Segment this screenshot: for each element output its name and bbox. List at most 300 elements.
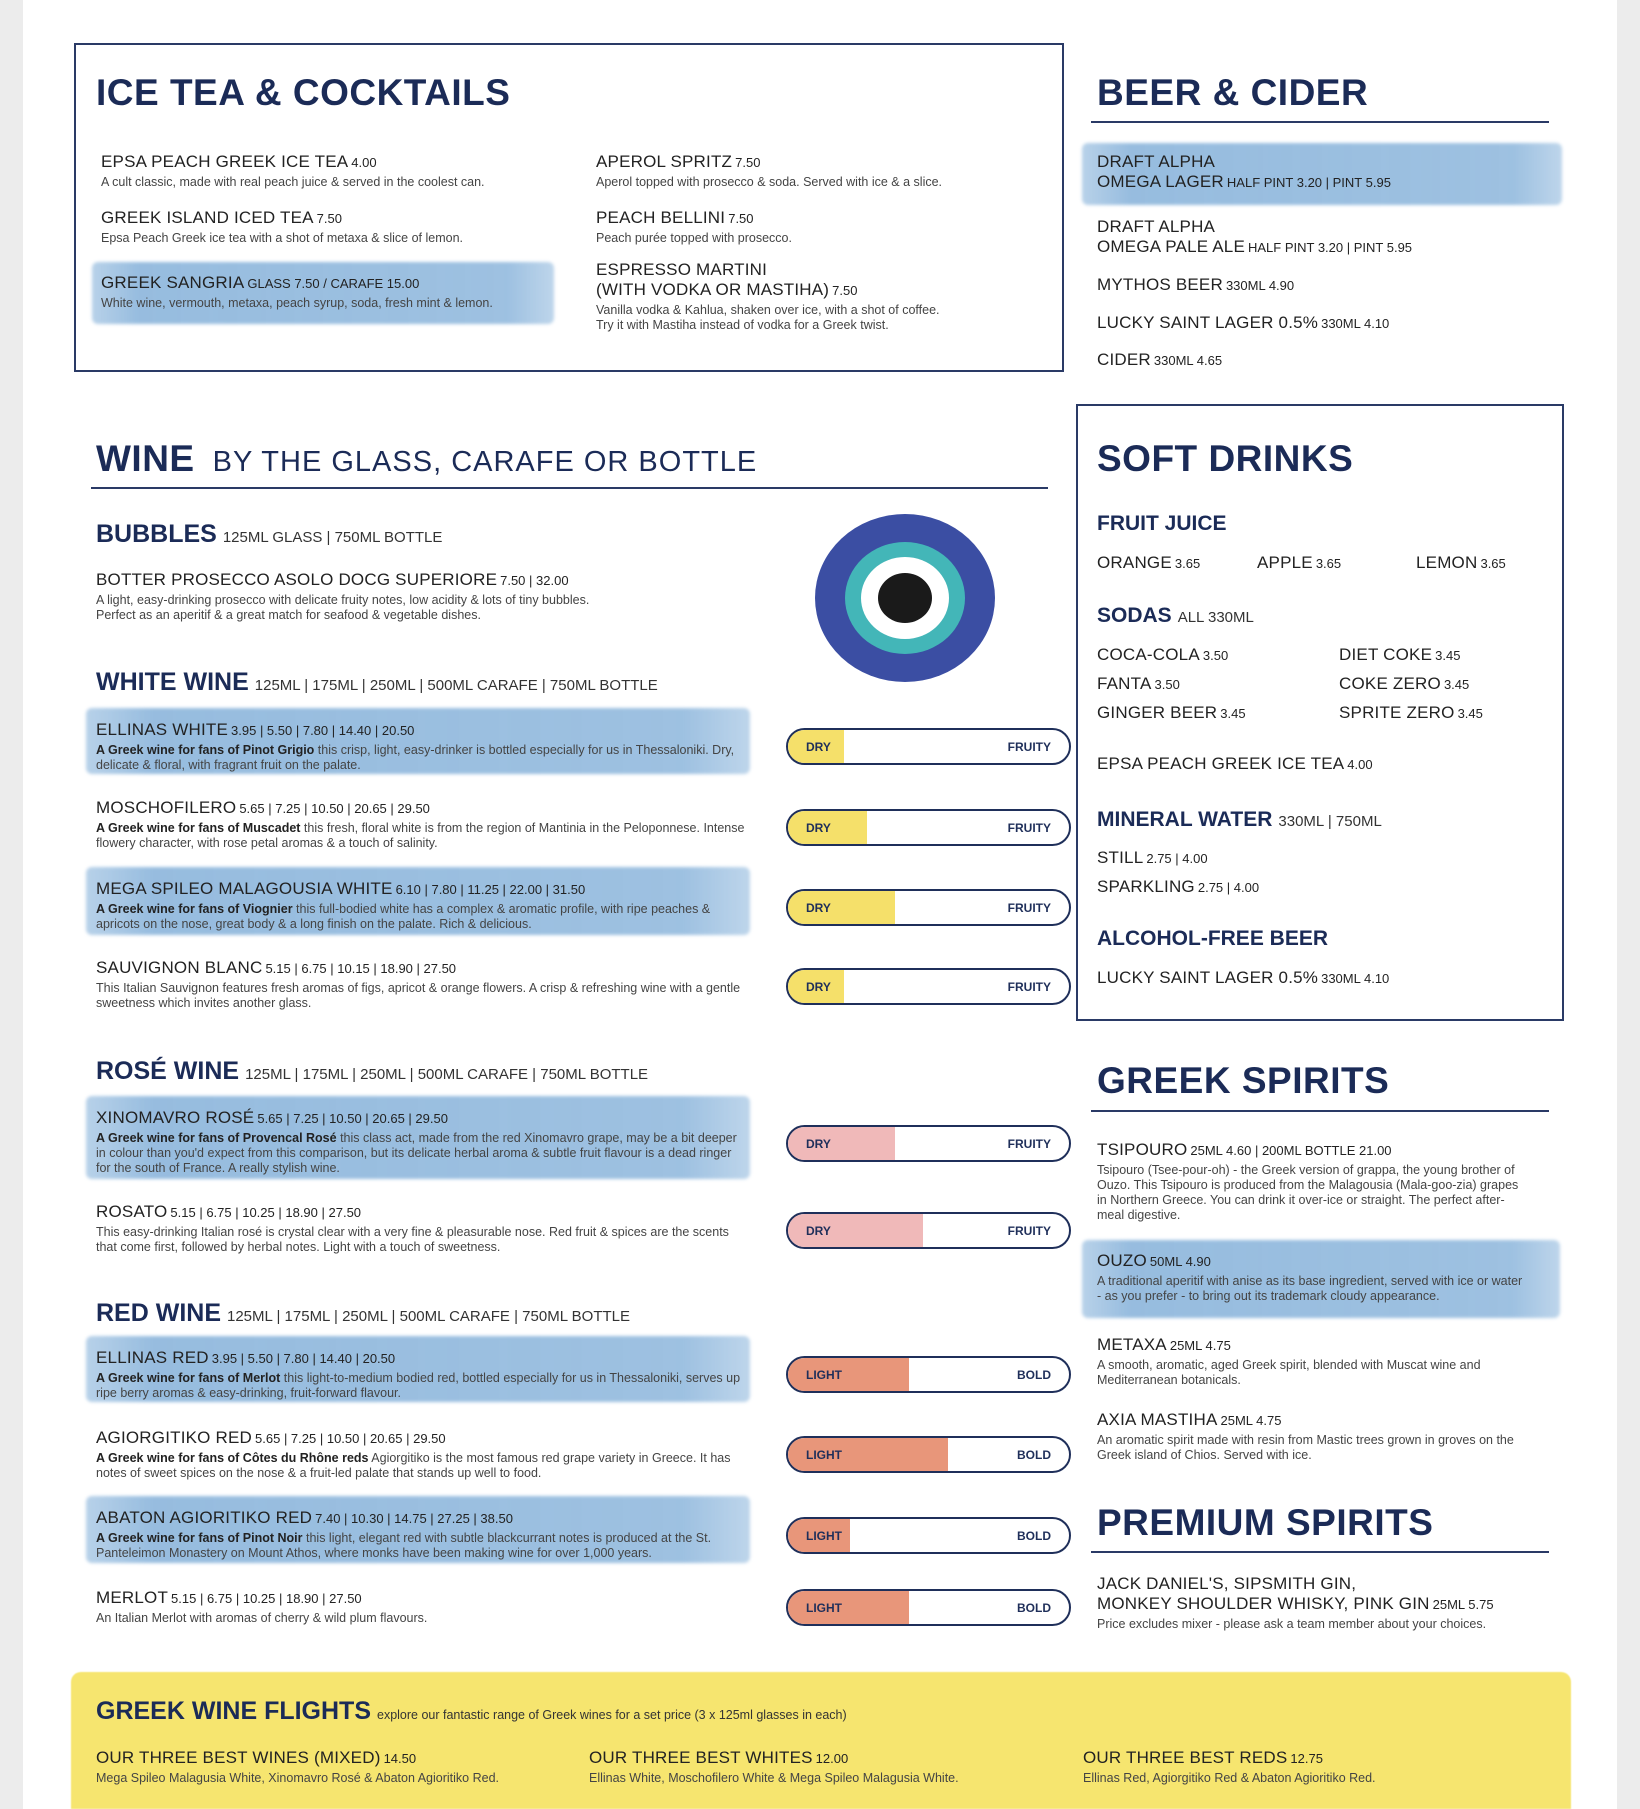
mineral-water-title-text: MINERAL WATER — [1097, 808, 1273, 831]
item-price: 3.50 — [1154, 677, 1180, 692]
scale-left-label: DRY — [806, 901, 831, 915]
beer-item — [1097, 313, 1547, 333]
item-desc-text: Tsipouro (Tsee-pour-oh) - the Greek version of grappa, the young brother of Ouzo. This Tsipouro is produced from the Malagousia (Mala-goo-zia) grapes in Northern Greece. You can drink it over-ice or straight. The perfect after-meal digestive. — [1097, 1163, 1519, 1222]
taste-scale-slider — [786, 1436, 1071, 1473]
sodas-title-subtitle: ALL 330ML — [1177, 609, 1254, 626]
beer-title — [1097, 72, 1368, 114]
item-name: OUR THREE BEST WHITES — [589, 1748, 813, 1767]
cocktail-item — [596, 260, 1056, 333]
item-title — [1097, 350, 1547, 370]
item-description — [96, 1225, 746, 1255]
wine-item — [96, 1202, 746, 1255]
item-price: 2.75 | 4.00 — [1197, 880, 1260, 895]
taste-scale-slider — [786, 809, 1071, 846]
scale-right-label: BOLD — [1017, 1448, 1051, 1462]
item-desc-text: this full-bodied white has a complex & aromatic profile, with ripe peaches & apricots on the nose, great body & a long finish on the palate. Rich & delicious. — [96, 902, 711, 931]
item-description — [96, 1451, 746, 1481]
item-name: CIDER — [1097, 350, 1151, 369]
item-title — [101, 208, 561, 228]
item-desc-text: Aperol topped with prosecco & soda. Served with ice & a slice. — [596, 175, 943, 189]
soda-item — [1097, 703, 1297, 723]
item-description — [101, 296, 561, 311]
item-description — [101, 231, 561, 246]
item-title — [1097, 877, 1397, 897]
item-description — [96, 743, 746, 773]
item-price: 3.45 — [1443, 677, 1470, 692]
item-price: 12.75 — [1290, 1751, 1323, 1766]
item-name: GINGER BEER — [1097, 703, 1218, 722]
item-title — [596, 208, 1056, 228]
item-price: 3.65 — [1174, 556, 1201, 571]
item-name: SAUVIGNON BLANC — [96, 958, 263, 977]
item-title — [1097, 1410, 1527, 1430]
item-description — [1097, 1617, 1557, 1632]
item-title — [101, 152, 561, 172]
item-price: GLASS 7.50 / CARAFE 15.00 — [247, 276, 420, 291]
mineral-water-title-subtitle: 330ML | 750ML — [1278, 813, 1382, 830]
wine-flights-title-text: GREEK WINE FLIGHTS — [96, 1697, 371, 1725]
item-desc-text-2: Try it with Mastiha instead of vodka for a Greek twist. — [596, 318, 889, 332]
scale-left-label: DRY — [806, 980, 831, 994]
sodas-title — [1097, 604, 1254, 628]
item-price: 5.65 | 7.25 | 10.50 | 20.65 | 29.50 — [255, 1431, 446, 1446]
beer-item — [1097, 217, 1547, 257]
item-price: 5.15 | 6.75 | 10.25 | 18.90 | 27.50 — [170, 1205, 362, 1220]
wine-item — [96, 1588, 746, 1626]
wine-item — [96, 958, 746, 1011]
soda-item — [1339, 645, 1539, 665]
item-price: 4.00 — [351, 155, 377, 170]
item-desc-text: White wine, vermouth, metaxa, peach syrup, soda, fresh mint & lemon. — [101, 296, 493, 310]
taste-scale-slider — [786, 1125, 1071, 1162]
bubbles-title — [96, 520, 442, 549]
soda-item — [1097, 645, 1297, 665]
item-highlight-text: A Greek wine for fans of Côtes du Rhône reds — [96, 1451, 369, 1465]
item-price: 330ML 4.90 — [1225, 278, 1295, 293]
wine-flights-title — [96, 1697, 847, 1726]
item-title — [1097, 754, 1497, 774]
item-name: LEMON — [1416, 553, 1478, 572]
item-name: MOSCHOFILERO — [96, 798, 237, 817]
item-description — [96, 1531, 746, 1561]
beer-item — [1097, 152, 1547, 192]
item-highlight-text: A Greek wine for fans of Pinot Noir — [96, 1531, 303, 1545]
item-desc-text: this light-to-medium bodied red, bottled especially for us in Thessaloniki, serves up ripe berry aromas & easy-drinking, fruit-forward flavour. — [96, 1371, 741, 1400]
item-title — [96, 1588, 746, 1608]
item-name: GREEK ISLAND ICED TEA — [101, 208, 314, 227]
bubbles-title-subtitle: 125ML GLASS | 750ML BOTTLE — [222, 529, 443, 546]
item-price: 7.50 | 32.00 — [500, 573, 569, 588]
spirit-item — [1097, 1335, 1527, 1388]
item-name: SPRITE ZERO — [1339, 703, 1455, 722]
spirit-item — [1097, 1251, 1527, 1304]
soda-item — [1097, 754, 1497, 774]
item-title — [96, 720, 746, 740]
item-price: 25ML 4.75 — [1169, 1338, 1231, 1353]
item-description — [1097, 1274, 1527, 1304]
mineral-water-title — [1097, 808, 1382, 832]
item-description — [101, 175, 561, 190]
divider — [1091, 1551, 1549, 1553]
item-name: XINOMAVRO ROSÉ — [96, 1108, 255, 1127]
item-price: 3.95 | 5.50 | 7.80 | 14.40 | 20.50 — [211, 1351, 396, 1366]
scale-right-label: FRUITY — [1007, 821, 1051, 835]
ice-tea-title — [96, 72, 510, 114]
item-desc-text: This easy-drinking Italian rosé is crystal clear with a very fine & pleasurable nose. Red fruit & spices are the scents that come first, followed by herbal notes. Light with a touch of sweetness. — [96, 1225, 729, 1254]
item-name: MYTHOS BEER — [1097, 275, 1223, 294]
item-price: 25ML 5.75 — [1432, 1597, 1494, 1612]
premium-spirits-title — [1097, 1502, 1433, 1544]
item-price: 12.00 — [815, 1751, 849, 1766]
flights-band — [71, 1672, 1571, 1809]
item-name: COCA-COLA — [1097, 645, 1200, 664]
item-price: 7.50 — [735, 155, 761, 170]
item-name-line2: OMEGA PALE ALE — [1097, 237, 1245, 256]
item-name-line2: MONKEY SHOULDER WHISKY, PINK GIN — [1097, 1594, 1430, 1613]
rose-wine-title-text: ROSÉ WINE — [96, 1057, 240, 1085]
item-desc-text: this light, elegant red with subtle blackcurrant notes is produced at the St. Panteleimon Monastery on Mount Athos, where monks have been making wine for over 1,000 years. — [96, 1531, 712, 1560]
item-description — [589, 1771, 1069, 1786]
item-name: DRAFT ALPHA — [1097, 217, 1216, 236]
wine-flights-title-subtitle: explore our fantastic range of Greek wines for a set price (3 x 125ml glasses in each) — [377, 1708, 847, 1722]
item-description — [96, 981, 746, 1011]
juice-item — [1097, 553, 1247, 573]
juice-item — [1416, 553, 1566, 573]
item-title — [96, 798, 746, 818]
taste-scale-slider — [786, 1589, 1071, 1626]
item-name-line2: (WITH VODKA OR MASTIHA) — [596, 280, 830, 299]
cocktail-item — [101, 152, 561, 190]
item-title — [1097, 217, 1547, 257]
item-name: OUR THREE BEST WINES (MIXED) — [96, 1748, 381, 1767]
scale-left-label: LIGHT — [806, 1368, 842, 1382]
item-name: AXIA MASTIHA — [1097, 1410, 1218, 1429]
item-price: 330ML 4.10 — [1321, 316, 1390, 331]
item-desc-text: Peach purée topped with prosecco. — [596, 231, 792, 245]
item-name: DRAFT ALPHA — [1097, 152, 1216, 171]
item-price: 3.45 — [1457, 706, 1483, 721]
item-desc-text: this crisp, light, easy-drinker is bottled especially for us in Thessaloniki. Dry, delicate & floral, with fragrant fruit on the palate. — [96, 743, 735, 772]
ice-tea-title-text: ICE TEA & COCKTAILS — [96, 72, 511, 113]
scale-left-label: DRY — [806, 740, 831, 754]
greek-spirits-title-text: GREEK SPIRITS — [1097, 1060, 1390, 1101]
item-title — [1097, 968, 1497, 988]
item-title — [96, 1108, 746, 1128]
scale-left-label: DRY — [806, 1224, 831, 1238]
item-title — [96, 1748, 576, 1768]
item-price: 5.15 | 6.75 | 10.25 | 18.90 | 27.50 — [171, 1591, 362, 1606]
item-name: APPLE — [1257, 553, 1313, 572]
cocktail-item — [101, 208, 561, 246]
item-desc-text: A cult classic, made with real peach juice & served in the coolest can. — [101, 175, 485, 189]
item-desc-text: Mega Spileo Malagusia White, Xinomavro Rosé & Abaton Agioritiko Red. — [96, 1771, 499, 1785]
scale-left-label: DRY — [806, 1137, 831, 1151]
red-wine-title-text: RED WINE — [96, 1299, 221, 1327]
item-name: GREEK SANGRIA — [101, 273, 245, 292]
spirit-item — [1097, 1140, 1527, 1223]
evil-eye-illustration — [813, 512, 998, 684]
scale-right-label: FRUITY — [1007, 980, 1051, 994]
drinks-menu — [23, 0, 1617, 1809]
red-wine-title-subtitle: 125ML | 175ML | 250ML | 500ML CARAFE | 750ML BOTTLE — [227, 1308, 630, 1325]
item-title — [96, 958, 746, 978]
item-desc-text: A smooth, aromatic, aged Greek spirit, blended with Muscat wine and Mediterranean botanicals. — [1097, 1358, 1481, 1387]
cocktail-item — [101, 273, 561, 311]
soda-item — [1097, 674, 1297, 694]
item-desc-text: This Italian Sauvignon features fresh aromas of figs, apricot & orange flowers. A crisp & refreshing wine with a gentle sweetness which invites another glass. — [96, 981, 741, 1010]
item-description — [596, 175, 1056, 190]
item-name: JACK DANIEL'S, SIPSMITH GIN, — [1097, 1574, 1357, 1593]
item-desc-text: An aromatic spirit made with resin from Mastic trees grown in groves on the Greek island of Chios. Served with ice. — [1097, 1433, 1514, 1462]
taste-scale-slider — [786, 1212, 1071, 1249]
item-description — [1083, 1771, 1563, 1786]
item-name: PEACH BELLINI — [596, 208, 726, 227]
item-title — [96, 570, 716, 590]
item-price: 3.45 — [1435, 648, 1461, 663]
scale-right-label: FRUITY — [1007, 1224, 1051, 1238]
item-title — [596, 260, 1056, 300]
wine-item — [96, 1508, 746, 1561]
item-title — [1416, 553, 1566, 573]
item-name: MERLOT — [96, 1588, 169, 1607]
item-highlight-text: A Greek wine for fans of Provencal Rosé — [96, 1131, 337, 1145]
item-price: 3.65 — [1480, 556, 1506, 571]
item-description — [96, 1611, 746, 1626]
item-price: 6.10 | 7.80 | 11.25 | 22.00 | 31.50 — [395, 882, 586, 897]
item-name: ELLINAS RED — [96, 1348, 209, 1367]
soft-drinks-title-text: SOFT DRINKS — [1097, 438, 1354, 479]
item-title — [96, 879, 746, 899]
alcohol-free-item — [1097, 968, 1497, 988]
item-description — [1097, 1163, 1527, 1223]
wine-item — [96, 570, 716, 623]
premium-spirits-title-text: PREMIUM SPIRITS — [1097, 1502, 1434, 1543]
item-title — [589, 1748, 1069, 1768]
item-title — [1097, 703, 1297, 723]
wine-item — [96, 720, 746, 773]
item-desc-text: Ellinas Red, Agiorgitiko Red & Abaton Agioritiko Red. — [1083, 1771, 1376, 1785]
item-desc-text: A traditional aperitif with anise as its base ingredient, served with ice or water - as you prefer - to bring out its trademark cloudy appearance. — [1097, 1274, 1523, 1303]
item-title — [1097, 313, 1547, 333]
scale-left-label: DRY — [806, 821, 831, 835]
item-name: MEGA SPILEO MALAGOUSIA WHITE — [96, 879, 393, 898]
item-title — [96, 1508, 746, 1528]
item-description — [96, 1371, 746, 1401]
item-title — [1097, 553, 1247, 573]
wine-item — [96, 1348, 746, 1401]
sodas-title-text: SODAS — [1097, 604, 1172, 627]
item-price: HALF PINT 3.20 | PINT 5.95 — [1248, 240, 1413, 255]
item-name: DIET COKE — [1339, 645, 1433, 664]
item-name: TSIPOURO — [1097, 1140, 1188, 1159]
item-price: 330ML 4.10 — [1321, 971, 1390, 986]
item-name: ROSATO — [96, 1202, 168, 1221]
divider — [91, 487, 1048, 489]
item-highlight-text: A Greek wine for fans of Viognier — [96, 902, 293, 916]
item-description — [596, 303, 1056, 333]
item-desc-text: Agiorgitiko is the most famous red grape variety in Greece. It has notes of sweet spices on the nose & a fruit-led palate that stands up well to food. — [96, 1451, 731, 1480]
item-desc-text-2: Perfect as an aperitif & a great match for seafood & vegetable dishes. — [96, 608, 481, 622]
item-price: 7.40 | 10.30 | 14.75 | 27.25 | 38.50 — [315, 1511, 513, 1526]
item-title — [1339, 645, 1539, 665]
wine-item — [96, 1108, 746, 1176]
scale-right-label: FRUITY — [1007, 1137, 1051, 1151]
flight-item — [1083, 1748, 1563, 1786]
item-title — [1097, 152, 1547, 192]
greek-spirits-title — [1097, 1060, 1389, 1102]
taste-scale-slider — [786, 889, 1071, 926]
item-name: STILL — [1097, 848, 1144, 867]
item-description — [96, 1771, 576, 1786]
item-name: OUZO — [1097, 1251, 1147, 1270]
white-wine-title-subtitle: 125ML | 175ML | 250ML | 500ML CARAFE | 750ML BOTTLE — [254, 677, 658, 694]
item-name: ABATON AGIORITIKO RED — [96, 1508, 313, 1527]
taste-scale-fill — [788, 891, 895, 924]
white-wine-title-text: WHITE WINE — [96, 668, 249, 696]
scale-right-label: FRUITY — [1007, 901, 1051, 915]
beer-item — [1097, 350, 1547, 370]
item-title — [596, 152, 1056, 172]
item-title — [1097, 645, 1297, 665]
wine-title — [96, 438, 757, 480]
soda-item — [1339, 674, 1539, 694]
rose-wine-title-subtitle: 125ML | 175ML | 250ML | 500ML CARAFE | 750ML BOTTLE — [245, 1066, 649, 1083]
taste-scale-slider — [786, 968, 1071, 1005]
item-highlight-text: A Greek wine for fans of Muscadet — [96, 821, 301, 835]
item-desc-text: Price excludes mixer - please ask a team member about your choices. — [1097, 1617, 1487, 1631]
item-price: 3.50 — [1202, 648, 1229, 663]
white-wine-title — [96, 668, 658, 697]
flight-item — [96, 1748, 576, 1786]
item-title — [1097, 848, 1397, 868]
item-name: ORANGE — [1097, 553, 1172, 572]
item-price: 3.45 — [1220, 706, 1246, 721]
alcohol-free-beer-title — [1097, 927, 1328, 951]
item-price: 330ML 4.65 — [1153, 353, 1223, 368]
item-name: METAXA — [1097, 1335, 1167, 1354]
scale-left-label: LIGHT — [806, 1601, 842, 1615]
item-name: COKE ZERO — [1339, 674, 1441, 693]
soda-item — [1339, 703, 1539, 723]
beer-item — [1097, 275, 1547, 295]
taste-scale-fill — [788, 1127, 895, 1160]
item-price: 5.65 | 7.25 | 10.50 | 20.65 | 29.50 — [257, 1111, 448, 1126]
item-price: 2.75 | 4.00 — [1146, 851, 1208, 866]
item-desc-text: Vanilla vodka & Kahlua, shaken over ice, with a shot of coffee. — [596, 303, 940, 317]
item-name: ESPRESSO MARTINI — [596, 260, 768, 279]
item-title — [101, 273, 561, 293]
item-price: 7.50 — [832, 283, 858, 298]
item-title — [1339, 674, 1539, 694]
item-description — [96, 593, 716, 623]
scale-right-label: BOLD — [1017, 1529, 1051, 1543]
item-desc-text: this class act, made from the red Xinomavro grape, may be a bit deeper in colour than you'd expect from this comparison, but its delicate herbal aroma & subtle fruit flavour is a dead ringer for the south of France. A really stylish wine. — [96, 1131, 737, 1175]
item-price: 3.95 | 5.50 | 7.80 | 14.40 | 20.50 — [231, 723, 415, 738]
item-title — [1097, 1140, 1527, 1160]
item-description — [596, 231, 1056, 246]
item-price: 3.65 — [1315, 556, 1342, 571]
item-highlight-text: A Greek wine for fans of Merlot — [96, 1371, 281, 1385]
premium-spirits-item — [1097, 1574, 1557, 1632]
item-title — [96, 1428, 746, 1448]
item-desc-text: Epsa Peach Greek ice tea with a shot of metaxa & slice of lemon. — [101, 231, 463, 245]
divider — [1091, 1110, 1549, 1112]
scale-right-label: FRUITY — [1007, 740, 1051, 754]
item-price: 7.50 — [728, 211, 754, 226]
item-highlight-text: A Greek wine for fans of Pinot Grigio — [96, 743, 315, 757]
item-desc-text: A light, easy-drinking prosecco with delicate fruity notes, low acidity & lots of tiny bubbles. — [96, 593, 590, 607]
item-title — [1257, 553, 1407, 573]
scale-right-label: BOLD — [1017, 1368, 1051, 1382]
bubbles-title-text: BUBBLES — [96, 520, 217, 548]
beer-title-text: BEER & CIDER — [1097, 72, 1369, 113]
alcohol-free-beer-title-text: ALCOHOL-FREE BEER — [1097, 927, 1328, 950]
flight-item — [589, 1748, 1069, 1786]
item-desc-text: An Italian Merlot with aromas of cherry & wild plum flavours. — [96, 1611, 428, 1625]
fruit-juice-title-text: FRUIT JUICE — [1097, 512, 1227, 535]
item-title — [1097, 275, 1547, 295]
water-item — [1097, 848, 1397, 868]
cocktail-item — [596, 152, 1056, 190]
item-name-line2: OMEGA LAGER — [1097, 172, 1224, 191]
taste-scale-slider — [786, 1356, 1071, 1393]
item-desc-text: this fresh, floral white is from the region of Mantinia in the Peloponnese. Intense flowery character, with rose petal aromas & a touch of salinity. — [96, 821, 745, 850]
item-description — [1097, 1358, 1527, 1388]
item-name: LUCKY SAINT LAGER 0.5% — [1097, 968, 1319, 987]
wine-item — [96, 1428, 746, 1481]
item-price: 4.00 — [1347, 757, 1373, 772]
item-price: 25ML 4.75 — [1220, 1413, 1282, 1428]
scale-left-label: LIGHT — [806, 1448, 842, 1462]
red-wine-title — [96, 1299, 630, 1328]
item-name: AGIORGITIKO RED — [96, 1428, 253, 1447]
item-description — [96, 1131, 746, 1176]
item-title — [96, 1348, 746, 1368]
item-title — [1083, 1748, 1563, 1768]
wine-title-subtitle: BY THE GLASS, CARAFE OR BOTTLE — [212, 446, 758, 478]
item-desc-text: Ellinas White, Moschofilero White & Mega Spileo Malagusia White. — [589, 1771, 959, 1785]
item-name: BOTTER PROSECCO ASOLO DOCG SUPERIORE — [96, 570, 498, 589]
item-name: LUCKY SAINT LAGER 0.5% — [1097, 313, 1319, 332]
item-price: 7.50 — [316, 211, 342, 226]
cocktail-item — [596, 208, 1056, 246]
item-name: OUR THREE BEST REDS — [1083, 1748, 1288, 1767]
item-description — [1097, 1433, 1527, 1463]
item-description — [96, 821, 746, 851]
wine-item — [96, 879, 746, 932]
scale-left-label: LIGHT — [806, 1529, 842, 1543]
water-item — [1097, 877, 1397, 897]
wine-title-text: WINE — [96, 438, 195, 479]
item-name: EPSA PEACH GREEK ICE TEA — [101, 152, 349, 171]
fruit-juice-title — [1097, 512, 1227, 536]
item-price: 50ML 4.90 — [1149, 1254, 1211, 1269]
soft-drinks-title — [1097, 438, 1353, 480]
item-name: SPARKLING — [1097, 877, 1195, 896]
item-price: 14.50 — [383, 1751, 417, 1766]
item-price: 5.15 | 6.75 | 10.15 | 18.90 | 27.50 — [265, 961, 457, 976]
wine-item — [96, 798, 746, 851]
taste-scale-slider — [786, 728, 1071, 765]
item-name: FANTA — [1097, 674, 1152, 693]
item-price: 5.65 | 7.25 | 10.50 | 20.65 | 29.50 — [239, 801, 430, 816]
item-name: ELLINAS WHITE — [96, 720, 229, 739]
item-name: APEROL SPRITZ — [596, 152, 733, 171]
item-title — [96, 1202, 746, 1222]
rose-wine-title — [96, 1057, 648, 1086]
item-price: 25ML 4.60 | 200ML BOTTLE 21.00 — [1190, 1143, 1392, 1158]
item-title — [1097, 1335, 1527, 1355]
